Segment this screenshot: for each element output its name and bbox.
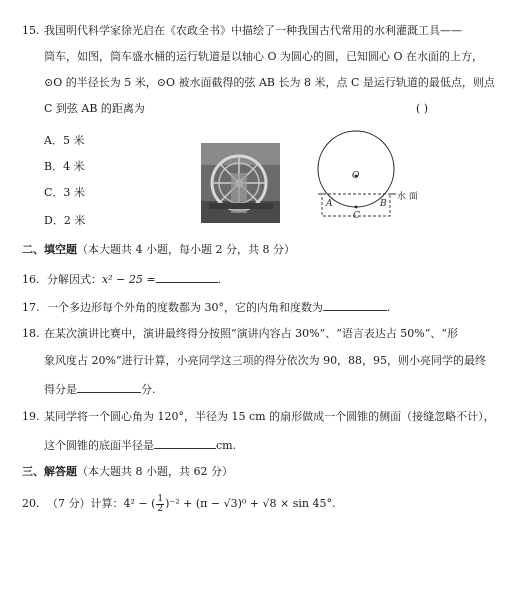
section3-desc: （本大题共 8 小题，共 62 分）	[77, 465, 233, 478]
section3-header	[22, 465, 233, 479]
q20-frac-numerator: 1	[157, 493, 164, 504]
q15-line2: 筒车，如图，筒车盛水桶的运行轨道是以轴心 O 为圆心的圆，已知圆心 O 在水面的上方，	[44, 50, 484, 63]
q15-option-c: C．3 米	[44, 186, 85, 199]
q19-line2-tail: cm.	[216, 439, 237, 452]
q15-line4: C 到弦 AB 的距离为	[44, 102, 145, 115]
q20-expr-part1: 4² − (	[123, 497, 156, 510]
q15-option-b: B．4 米	[44, 160, 85, 173]
q18-number: 18.	[22, 327, 40, 340]
label-water-surface: 水 面	[397, 192, 418, 202]
q17	[22, 299, 391, 315]
q16-answer-blank	[156, 271, 218, 283]
q15-answer-paren: ( )	[416, 102, 429, 115]
section2-header	[22, 243, 295, 257]
q15-option-a: A．5 米	[44, 134, 85, 147]
q15-option-d: D．2 米	[44, 214, 86, 227]
section3-title: 三、解答题	[22, 465, 77, 478]
label-c: C	[353, 211, 360, 221]
q19-line1: 某同学将一个圆心角为 120°，半径为 15 cm 的扇形做成一个圆锥的侧面（接缝忽略不计），	[44, 410, 495, 423]
q15-number: 15.	[22, 24, 40, 37]
water-wheel-photo	[201, 143, 280, 223]
q15-line3: ⊙O 的半径长为 5 米，⊙O 被水面截得的弦 AB 长为 8 米，点 C 是运行轨道的最低点，则点	[44, 76, 495, 89]
q18-line2: 象风度占 20%”进行计算，小亮同学这三项的得分依次为 90，88，95，则小亮同学的最终	[44, 354, 487, 367]
q18-line1: 在某次演讲比赛中，演讲最终得分按照“演讲内容占 30%”、“语言表达占 50%”、“形	[44, 327, 459, 340]
q19-answer-blank	[154, 437, 216, 449]
q16-number: 16.	[22, 273, 40, 286]
q20-number: 20.	[22, 497, 40, 510]
q18-answer-blank	[77, 381, 141, 393]
q20-score: （7 分）计算：	[47, 497, 124, 510]
q15-line1: 我国明代科学家徐光启在《农政全书》中描绘了一种我国古代常用的水利灌溉工具——	[44, 24, 462, 37]
q20	[22, 493, 335, 515]
q20-expr-part2: )⁻² + (π − √3)⁰ + √8 × sin 45°.	[165, 497, 336, 510]
q17-tail: .	[387, 301, 391, 314]
q17-number: 17.	[22, 301, 40, 314]
q20-frac-denominator: 2	[157, 503, 164, 514]
label-a: A	[326, 199, 333, 209]
q19-line2	[44, 437, 236, 453]
q18-line3-tail: 分.	[141, 383, 156, 396]
label-o: O	[352, 171, 360, 181]
q17-text: 一个多边形每个外角的度数都为 30°，它的内角和度数为	[47, 301, 323, 314]
circle-chord-diagram	[300, 122, 450, 227]
q16	[22, 271, 221, 287]
q18-line3	[44, 381, 156, 397]
q20-fraction	[156, 495, 164, 514]
q19-line2-text: 这个圆锥的底面半径是	[44, 439, 154, 452]
label-b: B	[380, 199, 387, 209]
section2-title: 二、填空题	[22, 243, 77, 256]
q16-expr: x² − 25 =	[102, 273, 156, 286]
q16-tail: .	[217, 273, 222, 286]
q16-text: 分解因式：	[47, 273, 102, 286]
section2-desc: （本大题共 4 小题，每小题 2 分，共 8 分）	[77, 243, 295, 256]
q19-number: 19.	[22, 410, 40, 423]
q17-answer-blank	[323, 299, 387, 311]
q18-line3-text: 得分是	[44, 383, 77, 396]
